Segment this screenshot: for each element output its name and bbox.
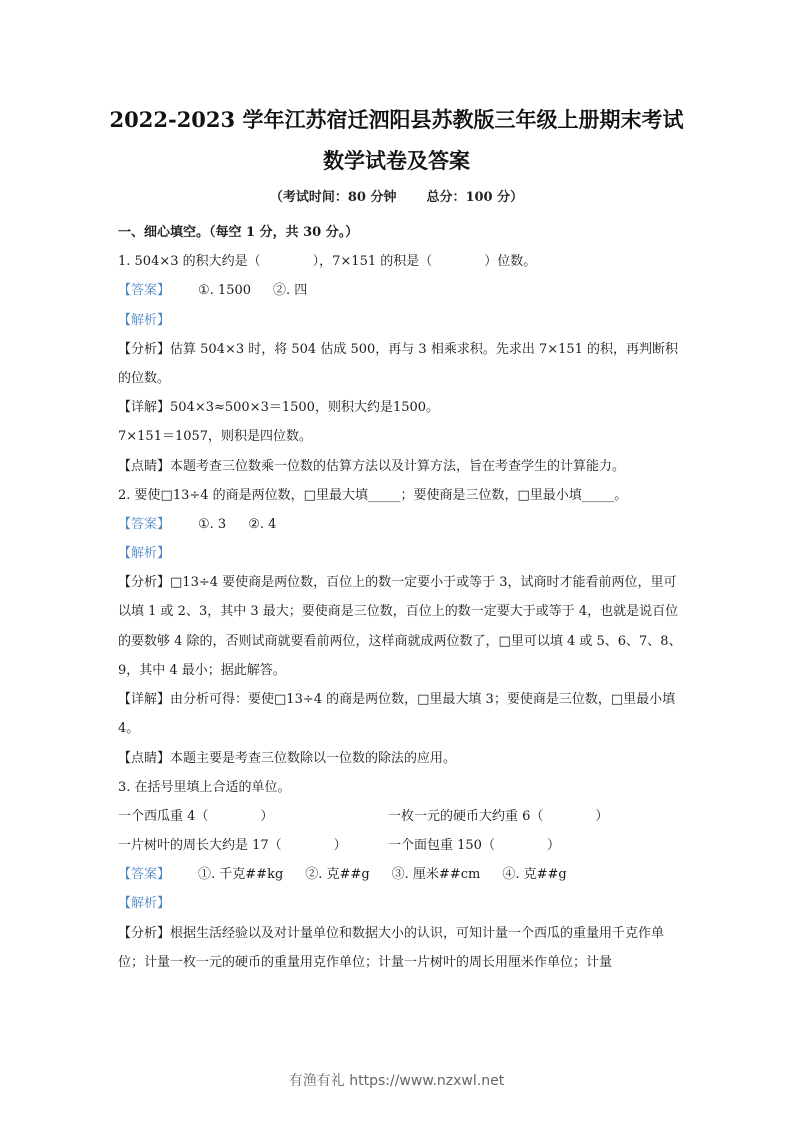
total-score: 总分：100 分）	[426, 190, 524, 205]
exam-info	[0, 186, 793, 205]
answer-row-2	[118, 510, 683, 539]
analysis-text: □13÷4 要使商是两位数，百位上的数一定要小于或等于 3，试商时才能看前两位，里可以填 1 或 2、3，其中 3 最大；要使商是三位数，百位上的数一定要大于或等于 4，也就是说百位的要数够 4 除的，否则试商就要看前两位，这样商就成两位数了，□里可以填 4 或 5、6、7、8、9，其中 4 最小；据此解答。	[118, 575, 682, 678]
fenxi-label: 【分析】	[118, 925, 171, 941]
unit-item: 一个面包重 150（ ）	[388, 838, 560, 854]
answer-row-3	[118, 860, 683, 889]
answer-item: ④. 克##g	[502, 867, 567, 883]
detail-text: 504×3≈500×3＝1500，则积大约是1500。	[170, 400, 440, 416]
unit-item: 一个西瓜重 4（ ）	[118, 808, 274, 824]
analysis-3	[118, 919, 683, 977]
jiexi-label: 【解析】	[118, 896, 171, 912]
answer-label: 【答案】	[118, 283, 171, 299]
answer-item: ②. 四	[273, 283, 308, 299]
dianjing-label: 【点睛】	[118, 458, 171, 474]
section-heading: 一、细心填空。（每空 1 分，共 30 分。）	[118, 225, 359, 240]
remark-1	[118, 452, 683, 481]
answer-item: ①. 1500	[198, 283, 252, 299]
exam-time: （考试时间：80 分钟	[269, 190, 397, 205]
answer-item: ②. 克##g	[305, 867, 370, 883]
unit-item: 一片树叶的周长大约是 17（ ）	[118, 838, 347, 854]
unit-row-2	[118, 831, 683, 860]
footer-watermark: 有渔有礼 https://www.nzxwl.net	[288, 1073, 505, 1089]
question-3: 3. 在括号里填上合适的单位。	[118, 779, 291, 795]
document-title-line1: 2022-2023 学年江苏宿迁泗阳县苏教版三年级上册期末考试	[109, 107, 684, 132]
question-2: 2. 要使□13÷4 的商是两位数，□里最大填_____；要使商是三位数，□里最小填_____。	[118, 487, 628, 503]
analysis-text: 根据生活经验以及对计量单位和数据大小的认识，可知计量一个西瓜的重量用千克作单位；计量一枚一元的硬币的重量用克作单位；计量一片树叶的周长用厘米作单位；计量	[118, 925, 665, 970]
detail-1	[118, 393, 683, 422]
analysis-2	[118, 568, 683, 685]
remark-text: 本题主要是考查三位数除以一位数的除法的应用。	[170, 750, 457, 766]
answer-item: ②. 4	[248, 516, 277, 532]
document-body	[118, 218, 683, 977]
xiangjie-label: 【详解】	[118, 400, 171, 416]
answer-item: ①. 3	[198, 516, 227, 532]
fenxi-label: 【分析】	[118, 575, 171, 591]
answer-item: ③. 厘米##cm	[391, 867, 481, 883]
unit-row-1	[118, 802, 683, 831]
dianjing-label: 【点睛】	[118, 750, 171, 766]
detail-text: 由分析可得：要使□13÷4 的商是两位数，□里最大填 3；要使商是三位数，□里最小填 4。	[118, 692, 676, 737]
answer-row-1	[118, 276, 683, 305]
analysis-text: 估算 504×3 时，将 504 估成 500，再与 3 相乘求积。先求出 7×151 的积，再判断积的位数。	[118, 341, 679, 386]
fenxi-label: 【分析】	[118, 341, 171, 357]
unit-item: 一枚一元的硬币大约重 6（ ）	[388, 808, 609, 824]
jiexi-label: 【解析】	[118, 546, 171, 562]
remark-2	[118, 744, 683, 773]
jiexi-label: 【解析】	[118, 312, 171, 328]
detail-1-line2: 7×151＝1057，则积是四位数。	[118, 429, 313, 445]
document-title-line2: 数学试卷及答案	[323, 148, 470, 173]
xiangjie-label: 【详解】	[118, 692, 171, 708]
remark-text: 本题考查三位数乘一位数的估算方法以及计算方法，旨在考查学生的计算能力。	[170, 458, 626, 474]
answer-label: 【答案】	[118, 516, 171, 532]
answer-label: 【答案】	[118, 867, 171, 883]
question-1: 1. 504×3 的积大约是（ ），7×151 的积是（ ）位数。	[118, 254, 537, 270]
analysis-1	[118, 335, 683, 393]
answer-item: ①. 千克##kg	[198, 867, 284, 883]
detail-2	[118, 685, 683, 743]
